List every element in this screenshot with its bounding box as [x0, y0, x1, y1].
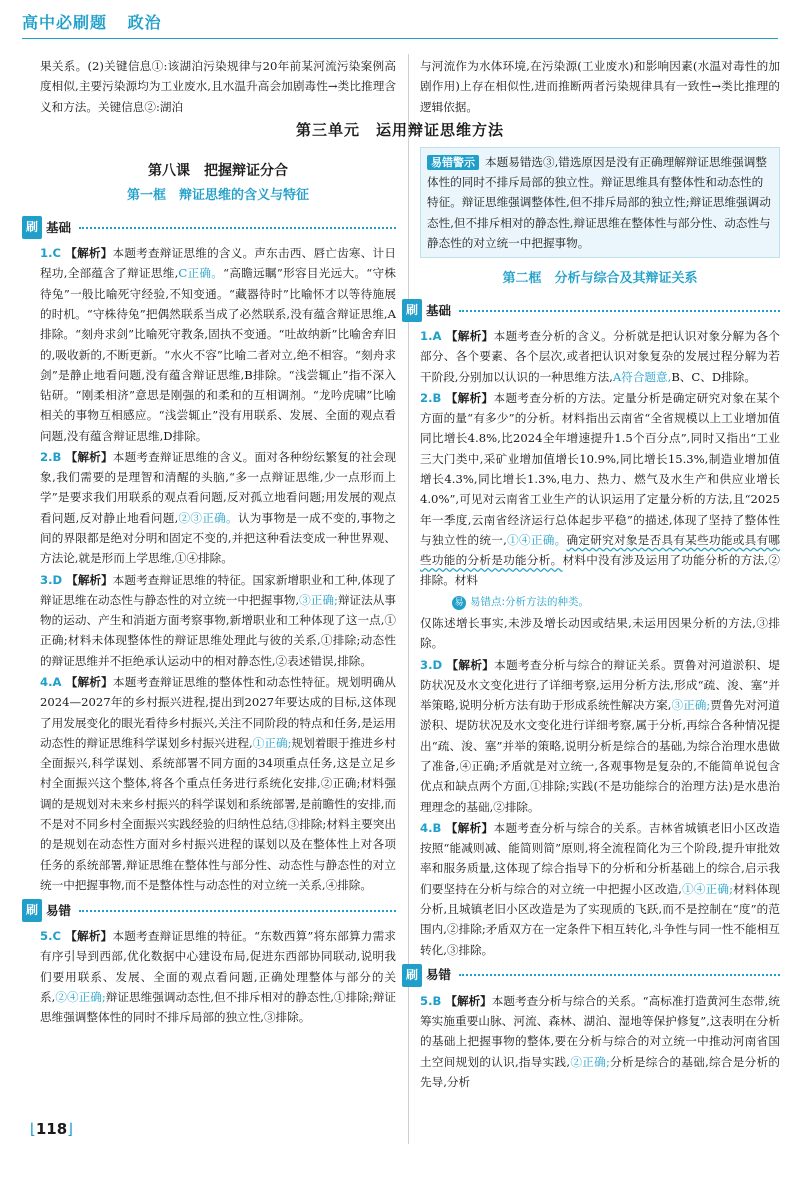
correct-mark: ②④正确; — [55, 989, 106, 1004]
analysis-tag: 【解析】 — [445, 820, 494, 835]
answer-text: 本题考查分析与综合的关系。吉林省城镇老旧小区改造按照“能减则减、能简则简”原则,将全流程简化为三个阶段,提升审批效率和服务质量,这体现了综合指导下的分析和分析基础上的综合,启示我们要坚持在分析与综合的对立统一中把握小区改造, — [420, 820, 780, 896]
correct-mark: ①④正确。 — [506, 532, 567, 547]
top-right-text: 与河流作为水体环境,在污染源(工业废水)和影响因素(水温对毒性的加剧作用)上存在相似性,进而推断两者污染规律具有一致性→类比推理的逻辑依据。 — [420, 59, 780, 114]
series-name: 高中必刷题 — [22, 13, 108, 32]
answer-rest: 贾鲁先对河道淤积、堤防状况及水文变化进行详细考察,属于分析,再综合各种情况提出“疏、浚、塞”并举的策略,说明分析是综合的基础,为综合治理水患做了准备,④正确;矛盾就是对立统一,各观事物是复杂的,不能简单说包含优点和缺点两个方面,①排除;实践(不是功能综合的治理方法)是水患治理理念的基础,②排除。 — [420, 698, 780, 814]
answer-item — [40, 243, 396, 446]
correct-mark: ①正确; — [252, 735, 292, 750]
answer-rest: “高瞻远瞩”形容目光远大。“守株待兔”一般比喻死守经验,不知变通。“藏器待时”比喻怀才以等待施展的时机。“守株待兔”把偶然联系当成了必然联系,没有蕴含辩证思维,A排除。“刻舟求剑”比喻死守教条,固执不变通。“吐故纳新”比喻舍弃旧的,吸收新的,不断更新。“水火不容”比喻二者对立,绝不相容。“刻舟求剑”是静止地看问题,没有蕴含辩证思维,B排除。“浅尝辄止”指不深入钻研。“刚柔相济”意思是刚强的和柔和的互相调剂。“龙吟虎啸”比喻相关的事物互相感应。“浅尝辄止”没有用联系、发展、全面的观点看问题,没有蕴含辩证思维,D排除。 — [40, 266, 396, 443]
answer-rest: 辩证法从事物的运动、产生和消逝方面考察事物,新增职业和工种体现了这一点,①正确;材料未体现整体性的辩证思维处理此与彼的关系,①排除;动态性的辩证思维并不拒绝承认运动中的相对静态性,②表述错误,排除。 — [40, 592, 396, 668]
answer-rest: 材料体现分析,且城镇老旧小区改造是为了实现质的飞跃,而不是控制在“度”的范围内,②排除;矛盾双方在一定条件下相互转化,斗争性与同一性不能相互转化,③排除。 — [420, 881, 780, 957]
answer-text: 本题考查辩证思维的特征。“东数西算”将东部算力需求有序引导到西部,优化数据中心建设布局,促进东西部协同联动,说明我们要用联系、发展、全面的观点看问题,正确处理整体与部分的关系, — [40, 929, 396, 1004]
answer-rest: 辩证思维强调动态性,但不排斥相对的静态性,①排除;辩证思维强调整体性的同时不排斥局部的独立性,③排除。 — [40, 989, 396, 1025]
answer-text: 仅陈述增长事实,未涉及增长动因或结果,未运用因果分析的方法,③排除。 — [420, 616, 780, 651]
left-column — [26, 56, 396, 1029]
highlighted-text: 确定研究对象是否具有某些功能或具有哪些功能的分析是功能分析。 — [420, 532, 780, 568]
answer-number: 3.D — [40, 572, 67, 587]
answer-number: 2.B — [420, 390, 446, 405]
section-label: 易错 — [426, 967, 452, 983]
right-answer-list — [420, 326, 780, 960]
analysis-tag: 【解析】 — [66, 572, 113, 587]
tip-note — [452, 593, 780, 611]
answer-text: 本题考查分析与综合的关系。“高标准打造黄河生态带,统筹实施重要山脉、河流、森林、湖泊、湿地等保护修复”,这表明在分析的基础上把握事物的整体,要在分析与综合的对立统一中推动河南省国土空间规划的认识,指导实践, — [420, 993, 780, 1069]
top-left-text: 果关系。(2)关键信息①:该湖泊污染规律与20年前某河流污染案例高度相似,主要污染源均为工业废水,且水温升高会加剧毒性→类比推理含义和方法。关键信息②:湖泊 — [40, 59, 396, 114]
answer-number: 1.C — [40, 246, 66, 261]
section-badge: 刷 — [22, 899, 42, 922]
answer-number: 3.D — [420, 657, 447, 672]
analysis-tag: 【解析】 — [65, 675, 113, 689]
correct-mark: ③正确; — [671, 698, 711, 713]
correct-mark: C正确。 — [178, 266, 224, 281]
answer-item — [420, 388, 780, 591]
answer-number: 2.B — [40, 449, 66, 464]
section-label: 基础 — [46, 219, 72, 235]
tip-text: 易错点:分析方法的种类。 — [470, 595, 590, 608]
subject-name: 政治 — [127, 13, 162, 32]
answer-item — [40, 926, 396, 1027]
answer-item — [420, 326, 780, 387]
answer-text: 本题考查辩证思维的含义。面对各种纷纭繁复的社会现象,我们需要的是理智和清醒的头脑,“多一点辩证思维,少一点形而上学”是要求我们用联系的观点看问题,反对孤立地看问题;用发展的观点看问题,反对静止地看问题, — [40, 449, 396, 525]
correct-mark: ②正确; — [570, 1054, 610, 1069]
page-header — [22, 10, 176, 33]
correct-mark: A符合题意, — [612, 369, 672, 384]
answer-text: 本题考查辩证思维的含义。声东击西、唇亡齿寒、计日程功,全部蕴含了辩证思维, — [40, 246, 396, 281]
section-badge: 刷 — [402, 299, 422, 322]
answer-item — [40, 447, 396, 569]
right-answer-list-2 — [420, 991, 780, 1092]
analysis-tag: 【解析】 — [445, 390, 494, 405]
answer-rest: B、C、D排除。 — [671, 369, 756, 384]
frame1-title: 第一框 辩证思维的含义与特征 — [126, 188, 309, 204]
analysis-tag: 【解析】 — [65, 246, 113, 261]
page-number-bracket: ⌊ — [30, 1120, 36, 1138]
page-number-value: 118 — [35, 1120, 68, 1138]
answer-number: 5.C — [40, 929, 66, 944]
section-basic — [22, 216, 396, 239]
section-rule — [459, 974, 780, 976]
answer-text: 本题考查分析与综合的辩证关系。贾鲁对河道淤积、堤防状况及水文变化进行了详细考察,运用分析方法,形成“疏、浚、塞”并举策略,说明分析方法有助于形成系统性解决方案, — [420, 657, 780, 713]
warning-text: 本题易错选③,错选原因是没有正确理解辩证思维强调整体性的同时不排斥局部的独立性。辩证思维具有整体性和动态性的特征。辩证思维强调整体性,但不排斥局部的独立性;辩证思维强调动态性,但不排斥相对的静态性,辩证思维在整体性与部分性、动态性与静态性的对立统一中把握事物。 — [427, 154, 771, 250]
answer-text: 本题考查辩证思维的整体性和动态性特征。规划明确从2024—2027年的乡村振兴进程,提出到2027年要达成的目标,这体现了用发展变化的眼光看待乡村振兴,关注不同阶段的特点和任务,是运用动态性的辩证思维科学谋划乡村振兴进程, — [40, 675, 396, 750]
analysis-tag: 【解析】 — [446, 657, 495, 672]
answer-number: 4.B — [420, 820, 446, 835]
section-rule — [79, 910, 396, 912]
page-number-bracket: ⌋ — [67, 1120, 74, 1138]
frame2-title: 第二框 分析与综合及其辩证关系 — [502, 271, 698, 287]
left-answer-list — [40, 243, 396, 895]
correct-mark: ①④正确; — [682, 881, 734, 896]
warning-badge: 易错警示 — [427, 155, 479, 170]
section-badge: 刷 — [402, 964, 422, 987]
answer-item — [420, 655, 780, 817]
answer-item — [420, 613, 780, 654]
answer-number: 4.A — [40, 675, 66, 689]
analysis-tag: 【解析】 — [65, 929, 113, 944]
answer-text: 本题考查分析的方法。定量分析是确定研究对象在某个方面的量“有多少”的分析。材料指出云南省“全省规模以上工业增加值同比增长4.8%,比2024全年增速提升1.5个百分点”,同时又指出“工业三大门类中,采矿业增加值增长10.9%,同比增长15.3%,制造业增加值增长4.3%,同比增长1.3%,电力、热力、燃气及水生产和供应业增长4.0%”,可见对云南省工业生产的认识运用了定量分析的方法,且“2025年一季度,云南省经济运行总体起步平稳”的描述,体现了坚持了整体性与独立性的统一, — [420, 390, 780, 547]
section-basic-right — [402, 299, 780, 322]
warning-box — [420, 147, 780, 258]
analysis-tag: 【解析】 — [445, 329, 494, 343]
correct-mark: ②③正确。 — [178, 510, 238, 525]
analysis-tag: 【解析】 — [445, 993, 492, 1008]
page-number — [30, 1120, 73, 1138]
tip-icon: 易 — [452, 596, 466, 610]
answer-item — [420, 991, 780, 1092]
correct-mark: ③正确; — [299, 592, 338, 607]
answer-item — [40, 672, 396, 895]
answer-text: 本题考查辩证思维的特征。国家新增职业和工种,体现了辩证思维在动态性与静态性的对立统一中把握事物, — [40, 572, 396, 607]
answer-rest: 认为事物是一成不变的,事物之间的界限都是绝对分明和固定不变的,并把这种看法变成一种世界观、方法论,就是形而上学思维,①④排除。 — [40, 510, 396, 566]
left-answer-list-2 — [40, 926, 396, 1027]
unit-title: 第三单元 运用辩证思维方法 — [295, 121, 504, 139]
answer-text: 本题考查分析的含义。分析就是把认识对象分解为各个部分、各个要素、各个层次,或者把认识对象复杂的发展过程分解为若干阶段,分别加以认识的一种思维方法, — [420, 329, 780, 384]
header-rule — [22, 38, 778, 39]
section-label: 基础 — [426, 302, 452, 318]
section-easy-error-right — [402, 964, 780, 987]
answer-rest: 规划着眼于推进乡村全面振兴,科学谋划、系统部署不同方面的34项重点任务,这是立足乡村全面振兴这个整体,将各个重点任务进行系统化安排,②正确;材料强调的是规划对未来乡村振兴的科学谋划和系统部署,是前瞻性的安排,而不是对不同乡村全面振兴实践经验的归纳性总结,③排除;材料主要突出的是规划在动态性方面对乡村振兴进程的谋划以及在整体性上对各项任务的系统部署,辩证思维在整体性与部分性、动态性与静态性的对立统一中把握事物,而不是整体性与动态性的对立统一关系,④排除。 — [40, 735, 396, 892]
answer-rest: 分析是综合的基础,综合是分析的先导,分析 — [420, 1054, 780, 1089]
answer-item — [40, 570, 396, 671]
section-badge: 刷 — [22, 216, 42, 239]
analysis-tag: 【解析】 — [65, 449, 113, 464]
answer-rest: 材料中没有涉及运用了功能分析的方法,②排除。材料 — [420, 553, 780, 588]
answer-number: 5.B — [420, 993, 446, 1008]
section-rule — [79, 227, 396, 229]
answer-number: 1.A — [420, 329, 446, 343]
right-column — [406, 56, 780, 1093]
section-label: 易错 — [46, 902, 72, 918]
section-rule — [459, 310, 780, 312]
answer-item — [420, 818, 780, 960]
lesson-title: 第八课 把握辩证分合 — [148, 162, 288, 179]
section-easy-error — [22, 899, 396, 922]
